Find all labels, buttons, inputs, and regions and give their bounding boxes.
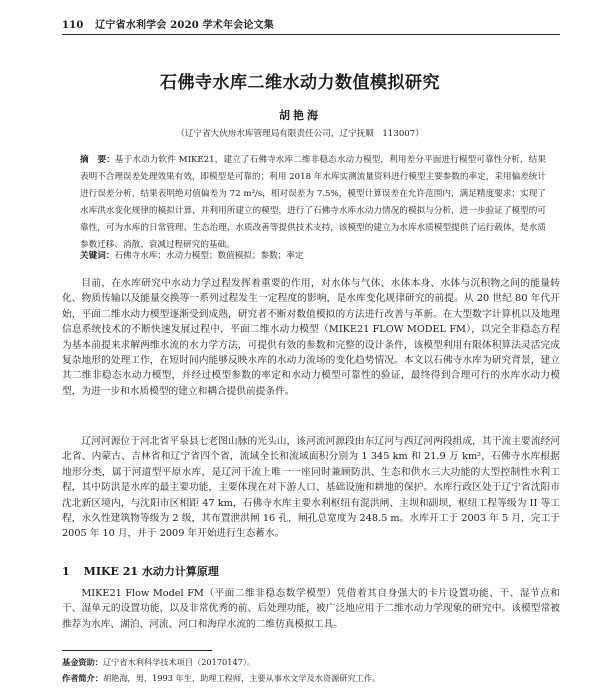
- funding-text: 辽宁省水利科学技术项目（20170147）。: [102, 657, 256, 667]
- section-number: 1: [62, 565, 70, 578]
- intro-paragraph-1: 目前，在水库研究中水动力学过程发挥着重要的作用，对水体与气体、水体本身、水体与沉积物之间的能量转化、物质传输以及能量交换等一系列过程发生一定程度的影响，是水库变化规律研究的前提。从 20 世纪 80 年代开始，平面二维水动力模型逐渐受到成熟，研究者不断对数值模拟的方法进行改善与革新。在大型数字计算机以及地理信息系统技术的不断快速发展过程中，平面二维水动力模型（MIKE21 FLOW MODEL FM），以完全非稳态方程为基本前提来求解两维水流的水力学方法，可提供有效的参数和完整的设计条件，该模型利用有限体积算法灵活完成复杂地形的处理工作，在短时间内能够反映水库的水动力流场的变化趋势情况。本文以石佛寺水库为研究背景，建立其二维非稳态水动力模型，并经过模型参数的率定和水动力模型可靠性的验证，最终得到合理可行的水库水动力模型，为进一步和水质模型的建立和耦合提供前提条件。: [62, 278, 560, 397]
- author-bio-text: 胡艳海，男，1993 年生，助理工程师，主要从事水文学及水资源研究工作。: [102, 673, 381, 683]
- keywords-text: 石佛寺水库；水动力模型；数值模拟；参数；率定: [114, 251, 304, 261]
- journal-name: 辽宁省水利学会 2020 学术年会论文集: [95, 20, 274, 31]
- paper-author: 胡艳海: [279, 109, 321, 122]
- section-title: MIKE 21 水动力计算原理: [83, 565, 219, 578]
- abstract-text: 基于水动力软件 MIKE21，建立了石佛寺水库二维非稳态水动力模型，利用差分平面进行模型可靠性分析，结果表明不合理误差处理效果有效，即模型是可靠的；利用 2018 年水库实测流量资料进行模型主要参数的率定，采用偏差统计进行误差分析，结果表明绝对值偏差为 72 m³/s，相对误差为 7.5%，模型计算误差在允许范围内，满足精度要求；实现了水库洪水变化规律的模拟计算，并利用所建立的模型，进行了石佛寺水库水动力情况的模拟与分析，进一步验证了模型的可靠性，可为水库的日常管理、生态治理、水质改善等提供技术支持，该模型的建立为水库水质模型提供了运行载体，是水质参数迁移、消散、衰减过程研究的基础。: [80, 155, 546, 250]
- footnote-author-bio: [62, 673, 560, 684]
- keywords-label: 关键词：: [80, 251, 115, 261]
- running-header: [62, 16, 274, 31]
- funding-label: 基金资助：: [62, 657, 103, 667]
- abstract-label: 摘 要：: [80, 155, 115, 165]
- section-heading: [62, 563, 219, 579]
- abstract: [80, 152, 546, 253]
- section-1-paragraph: MIKE21 Flow Model FM（平面二维非稳态数学模型）凭借着其自身强大的卡片设置功能、干、湿节点和干、湿单元的设置功能，以及非常优秀的前、后处理功能，被广泛地应用于二维水动力学现象的研究中。该模型常被推荐为水库、湖泊、河流、河口和海岸水流的二维仿真模拟工具。: [62, 588, 560, 630]
- page-number: 110: [62, 20, 84, 31]
- keywords: [80, 249, 546, 261]
- header-divider: [62, 34, 560, 35]
- paper-title: 石佛寺水库二维水动力数值模拟研究: [160, 73, 440, 93]
- footnote-divider: [62, 650, 212, 651]
- author-affiliation: （辽宁省大伙房水库管理局有限责任公司，辽宁抚顺 113007）: [176, 129, 424, 139]
- author-bio-label: 作者简介：: [62, 673, 103, 683]
- footnote-funding: [62, 657, 560, 668]
- intro-paragraph-2: 辽河河源位于河北省平泉县七老图山脉的光头山，该河流河源段由东辽河与西辽河两段组成，其干流主要流经河北省、内蒙古、吉林省和辽宁省四个省，流域全长和流域面积分别为 1 345 km 和 21.9 万 km²，石佛寺水库根据地形分类，属于河道型平原水库，是辽河干流上唯一一座同时兼顾防洪、生态和供水三大功能的大型控制性水利工程，其中防洪是水库的最主要功能，主要体现在对下游人口、基础设施和耕地的保护。水库行政区处于辽宁省沈阳市沈北新区境内，与沈阳市区相距 47 km，石佛寺水库主要水利枢纽有混洪闸、主坝和副坝，枢纽工程等级为 II 等工程，永久性建筑物等级为 2 级，其布置泄洪闸 16 孔，闸孔总宽度为 248.5 m。水库开工于 2003 年 5 月，完工于 2005 年 10 月，并于 2009 年开始进行生态蓄水。: [62, 436, 560, 540]
